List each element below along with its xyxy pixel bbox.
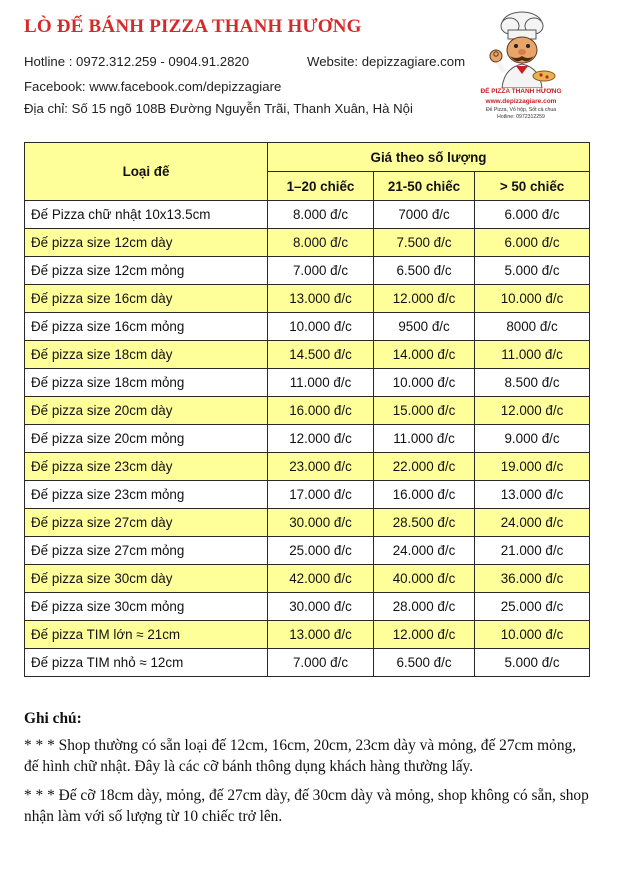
price-cell: 12.000 đ/c [475, 397, 590, 425]
row-name: Đế Pizza chữ nhật 10x13.5cm [25, 201, 268, 229]
price-cell: 24.000 đ/c [374, 537, 475, 565]
page-title: LÒ ĐẾ BÁNH PIZZA THANH HƯƠNG [24, 16, 362, 37]
price-cell: 16.000 đ/c [374, 481, 475, 509]
facebook-text: Facebook: www.facebook.com/depizzagiare [24, 79, 282, 94]
table-row [25, 565, 590, 593]
price-cell: 36.000 đ/c [475, 565, 590, 593]
price-cell: 6.500 đ/c [374, 649, 475, 677]
website-text: Website: depizzagiare.com [307, 54, 466, 69]
price-cell: 11.000 đ/c [374, 425, 475, 453]
row-name: Đế pizza size 12cm mỏng [25, 257, 268, 285]
note-item: * * * Shop thường có sẵn loại đế 12cm, 16cm, 20cm, 23cm dày và mỏng, đế 27cm mỏng, đế hình chữ nhật. Đây là các cỡ bánh thông dụng khách hàng thường lấy. [24, 737, 577, 775]
notes-section [24, 708, 594, 835]
table-row [25, 341, 590, 369]
table-row [25, 621, 590, 649]
price-cell: 7000 đ/c [374, 201, 475, 229]
row-name: Đế pizza size 18cm mỏng [25, 369, 268, 397]
price-cell: 42.000 đ/c [268, 565, 374, 593]
price-cell: 10.000 đ/c [475, 285, 590, 313]
logo-hotline-text: Hotline: 0972312259 [497, 114, 545, 120]
price-cell: 14.000 đ/c [374, 341, 475, 369]
logo-site-text: www.depizzagiare.com [485, 98, 557, 105]
logo-brand-text: ĐẾ PIZZA THANH HƯƠNG [480, 88, 562, 95]
chef-mascot-icon [486, 10, 556, 88]
table-row [25, 229, 590, 257]
price-cell: 7.000 đ/c [268, 649, 374, 677]
price-cell: 6.500 đ/c [374, 257, 475, 285]
chef-logo [478, 10, 564, 122]
price-cell: 8.500 đ/c [475, 369, 590, 397]
price-cell: 40.000 đ/c [374, 565, 475, 593]
note-item: * * * Đế cỡ 18cm dày, mỏng, đế 27cm dày, đế 30cm dày và mỏng, shop không có sẵn, shop nhận làm với số lượng từ 10 chiếc trở lên. [24, 787, 589, 825]
column-header-tier-2: 21-50 chiếc [374, 172, 475, 201]
row-name: Đế pizza TIM lớn ≈ 21cm [25, 621, 268, 649]
price-cell: 25.000 đ/c [268, 537, 374, 565]
price-cell: 11.000 đ/c [268, 369, 374, 397]
price-table [24, 142, 590, 677]
price-cell: 6.000 đ/c [475, 201, 590, 229]
price-cell: 17.000 đ/c [268, 481, 374, 509]
row-name: Đế pizza size 12cm dày [25, 229, 268, 257]
table-row [25, 257, 590, 285]
table-row [25, 313, 590, 341]
price-cell: 12.000 đ/c [374, 621, 475, 649]
price-cell: 13.000 đ/c [268, 621, 374, 649]
table-row [25, 201, 590, 229]
row-name: Đế pizza size 20cm mỏng [25, 425, 268, 453]
contact-line [24, 54, 466, 69]
table-row [25, 453, 590, 481]
row-name: Đế pizza size 27cm dày [25, 509, 268, 537]
price-cell: 21.000 đ/c [475, 537, 590, 565]
price-cell: 24.000 đ/c [475, 509, 590, 537]
price-cell: 13.000 đ/c [475, 481, 590, 509]
price-cell: 23.000 đ/c [268, 453, 374, 481]
row-name: Đế pizza size 23cm mỏng [25, 481, 268, 509]
price-cell: 7.000 đ/c [268, 257, 374, 285]
table-row [25, 509, 590, 537]
price-cell: 19.000 đ/c [475, 453, 590, 481]
price-cell: 22.000 đ/c [374, 453, 475, 481]
table-row [25, 285, 590, 313]
price-cell: 25.000 đ/c [475, 593, 590, 621]
price-cell: 10.000 đ/c [475, 621, 590, 649]
price-cell: 7.500 đ/c [374, 229, 475, 257]
price-cell: 28.500 đ/c [374, 509, 475, 537]
price-cell: 13.000 đ/c [268, 285, 374, 313]
price-cell: 5.000 đ/c [475, 649, 590, 677]
price-cell: 28.000 đ/c [374, 593, 475, 621]
price-cell: 8.000 đ/c [268, 201, 374, 229]
price-cell: 30.000 đ/c [268, 593, 374, 621]
hotline-text: Hotline : 0972.312.259 - 0904.91.2820 [24, 54, 250, 69]
price-cell: 8.000 đ/c [268, 229, 374, 257]
price-cell: 16.000 đ/c [268, 397, 374, 425]
notes-title: Ghi chú: [24, 710, 82, 727]
row-name: Đế pizza size 16cm mỏng [25, 313, 268, 341]
address-text: Địa chỉ: Số 15 ngõ 108B Đường Nguyễn Trãi, Thanh Xuân, Hà Nội [24, 101, 413, 116]
price-cell: 14.500 đ/c [268, 341, 374, 369]
table-row [25, 425, 590, 453]
row-name: Đế pizza TIM nhỏ ≈ 12cm [25, 649, 268, 677]
price-cell: 10.000 đ/c [374, 369, 475, 397]
price-cell: 5.000 đ/c [475, 257, 590, 285]
logo-tagline-text: Đế Pizza, Vỏ hộp, Sốt cà chua [485, 107, 557, 113]
table-row [25, 593, 590, 621]
column-header-type: Loại đế [25, 143, 268, 201]
row-name: Đế pizza size 20cm dày [25, 397, 268, 425]
row-name: Đế pizza size 27cm mỏng [25, 537, 268, 565]
price-cell: 30.000 đ/c [268, 509, 374, 537]
table-row [25, 397, 590, 425]
price-cell: 9.000 đ/c [475, 425, 590, 453]
row-name: Đế pizza size 30cm mỏng [25, 593, 268, 621]
price-cell: 12.000 đ/c [374, 285, 475, 313]
column-header-price: Giá theo số lượng [268, 143, 590, 172]
row-name: Đế pizza size 16cm dày [25, 285, 268, 313]
column-header-tier-1: 1–20 chiếc [268, 172, 374, 201]
price-cell: 11.000 đ/c [475, 341, 590, 369]
row-name: Đế pizza size 23cm dày [25, 453, 268, 481]
price-cell: 12.000 đ/c [268, 425, 374, 453]
price-cell: 10.000 đ/c [268, 313, 374, 341]
row-name: Đế pizza size 30cm dày [25, 565, 268, 593]
column-header-tier-3: > 50 chiếc [475, 172, 590, 201]
table-row [25, 649, 590, 677]
price-cell: 6.000 đ/c [475, 229, 590, 257]
row-name: Đế pizza size 18cm dày [25, 341, 268, 369]
price-cell: 8000 đ/c [475, 313, 590, 341]
price-cell: 15.000 đ/c [374, 397, 475, 425]
table-row [25, 481, 590, 509]
table-row [25, 369, 590, 397]
price-cell: 9500 đ/c [374, 313, 475, 341]
table-row [25, 537, 590, 565]
